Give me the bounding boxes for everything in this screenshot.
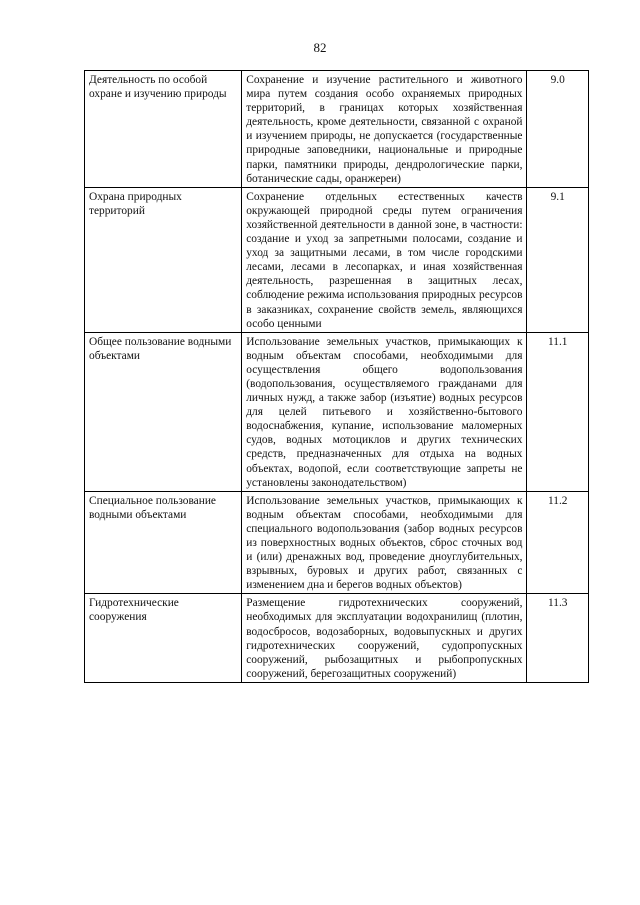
use-description-cell: Размещение гидротехнических сооружений, необходимых для эксплуатации водохранилищ (плотин, водосбросов, водозаборных, водовыпускных и других гидротехнических сооружений, судопропускных сооружений, рыбозащитных и рыбопропускных сооружений, берегозащитных сооружений) (242, 594, 527, 683)
use-name-cell: Охрана природных территорий (85, 187, 242, 332)
table-row (85, 491, 589, 594)
use-description-cell: Сохранение и изучение растительного и животного мира путем создания особо охраняемых природных территорий, в границах которых хозяйственная деятельность, кроме деятельности, связанной с охраной и изучением природы, не допускается (государственные природные заповедники, национальные и природные парки, памятники природы, дендрологические парки, ботанические сады, оранжереи) (242, 71, 527, 188)
table-row (85, 332, 589, 491)
use-code-cell: 9.0 (527, 71, 589, 188)
use-code-cell: 11.2 (527, 491, 589, 594)
use-name-cell: Специальное пользование водными объектами (85, 491, 242, 594)
use-name-cell: Общее пользование водными объектами (85, 332, 242, 491)
use-name-cell: Деятельность по особой охране и изучению природы (85, 71, 242, 188)
use-description-cell: Использование земельных участков, примыкающих к водным объектам способами, необходимыми для специального водопользования (забор водных ресурсов из поверхностных водных объектов, сброс сточных вод и (или) дренажных вод, проведение дноуглубительных, взрывных, буровых и других работ, связанных с изменением дна и берегов водных объектов) (242, 491, 527, 594)
land-use-table (84, 70, 589, 683)
use-code-cell: 11.3 (527, 594, 589, 683)
table-row (85, 71, 589, 188)
use-code-cell: 11.1 (527, 332, 589, 491)
use-name-cell: Гидротехнические сооружения (85, 594, 242, 683)
use-description-cell: Сохранение отдельных естественных качеств окружающей природной среды путем ограничения хозяйственной деятельности в данной зоне, в частности: создание и уход за запретными полосами, создание и уход за защитными лесами, в том числе городскими лесами, лесами в лесопарках, и иная хозяйственная деятельность, разрешенная в защитных лесах, соблюдение режима использования природных ресурсов в заказниках, сохранение свойств земель, являющихся особо ценными (242, 187, 527, 332)
table-row (85, 594, 589, 683)
page-number: 82 (313, 40, 327, 55)
table-row (85, 187, 589, 332)
use-description-cell: Использование земельных участков, примыкающих к водным объектам способами, необходимыми для осуществления общего водопользования (водопользования, осуществляемого гражданами для личных нужд, а также забор (изъятие) водных ресурсов для целей питьевого и хозяйственно-бытового водоснабжения, купание, использование маломерных судов, водных мотоциклов и других технических средств, предназначенных для отдыха на водных объектах, водопой, если соответствующие запреты не установлены законодательством) (242, 332, 527, 491)
use-code-cell: 9.1 (527, 187, 589, 332)
